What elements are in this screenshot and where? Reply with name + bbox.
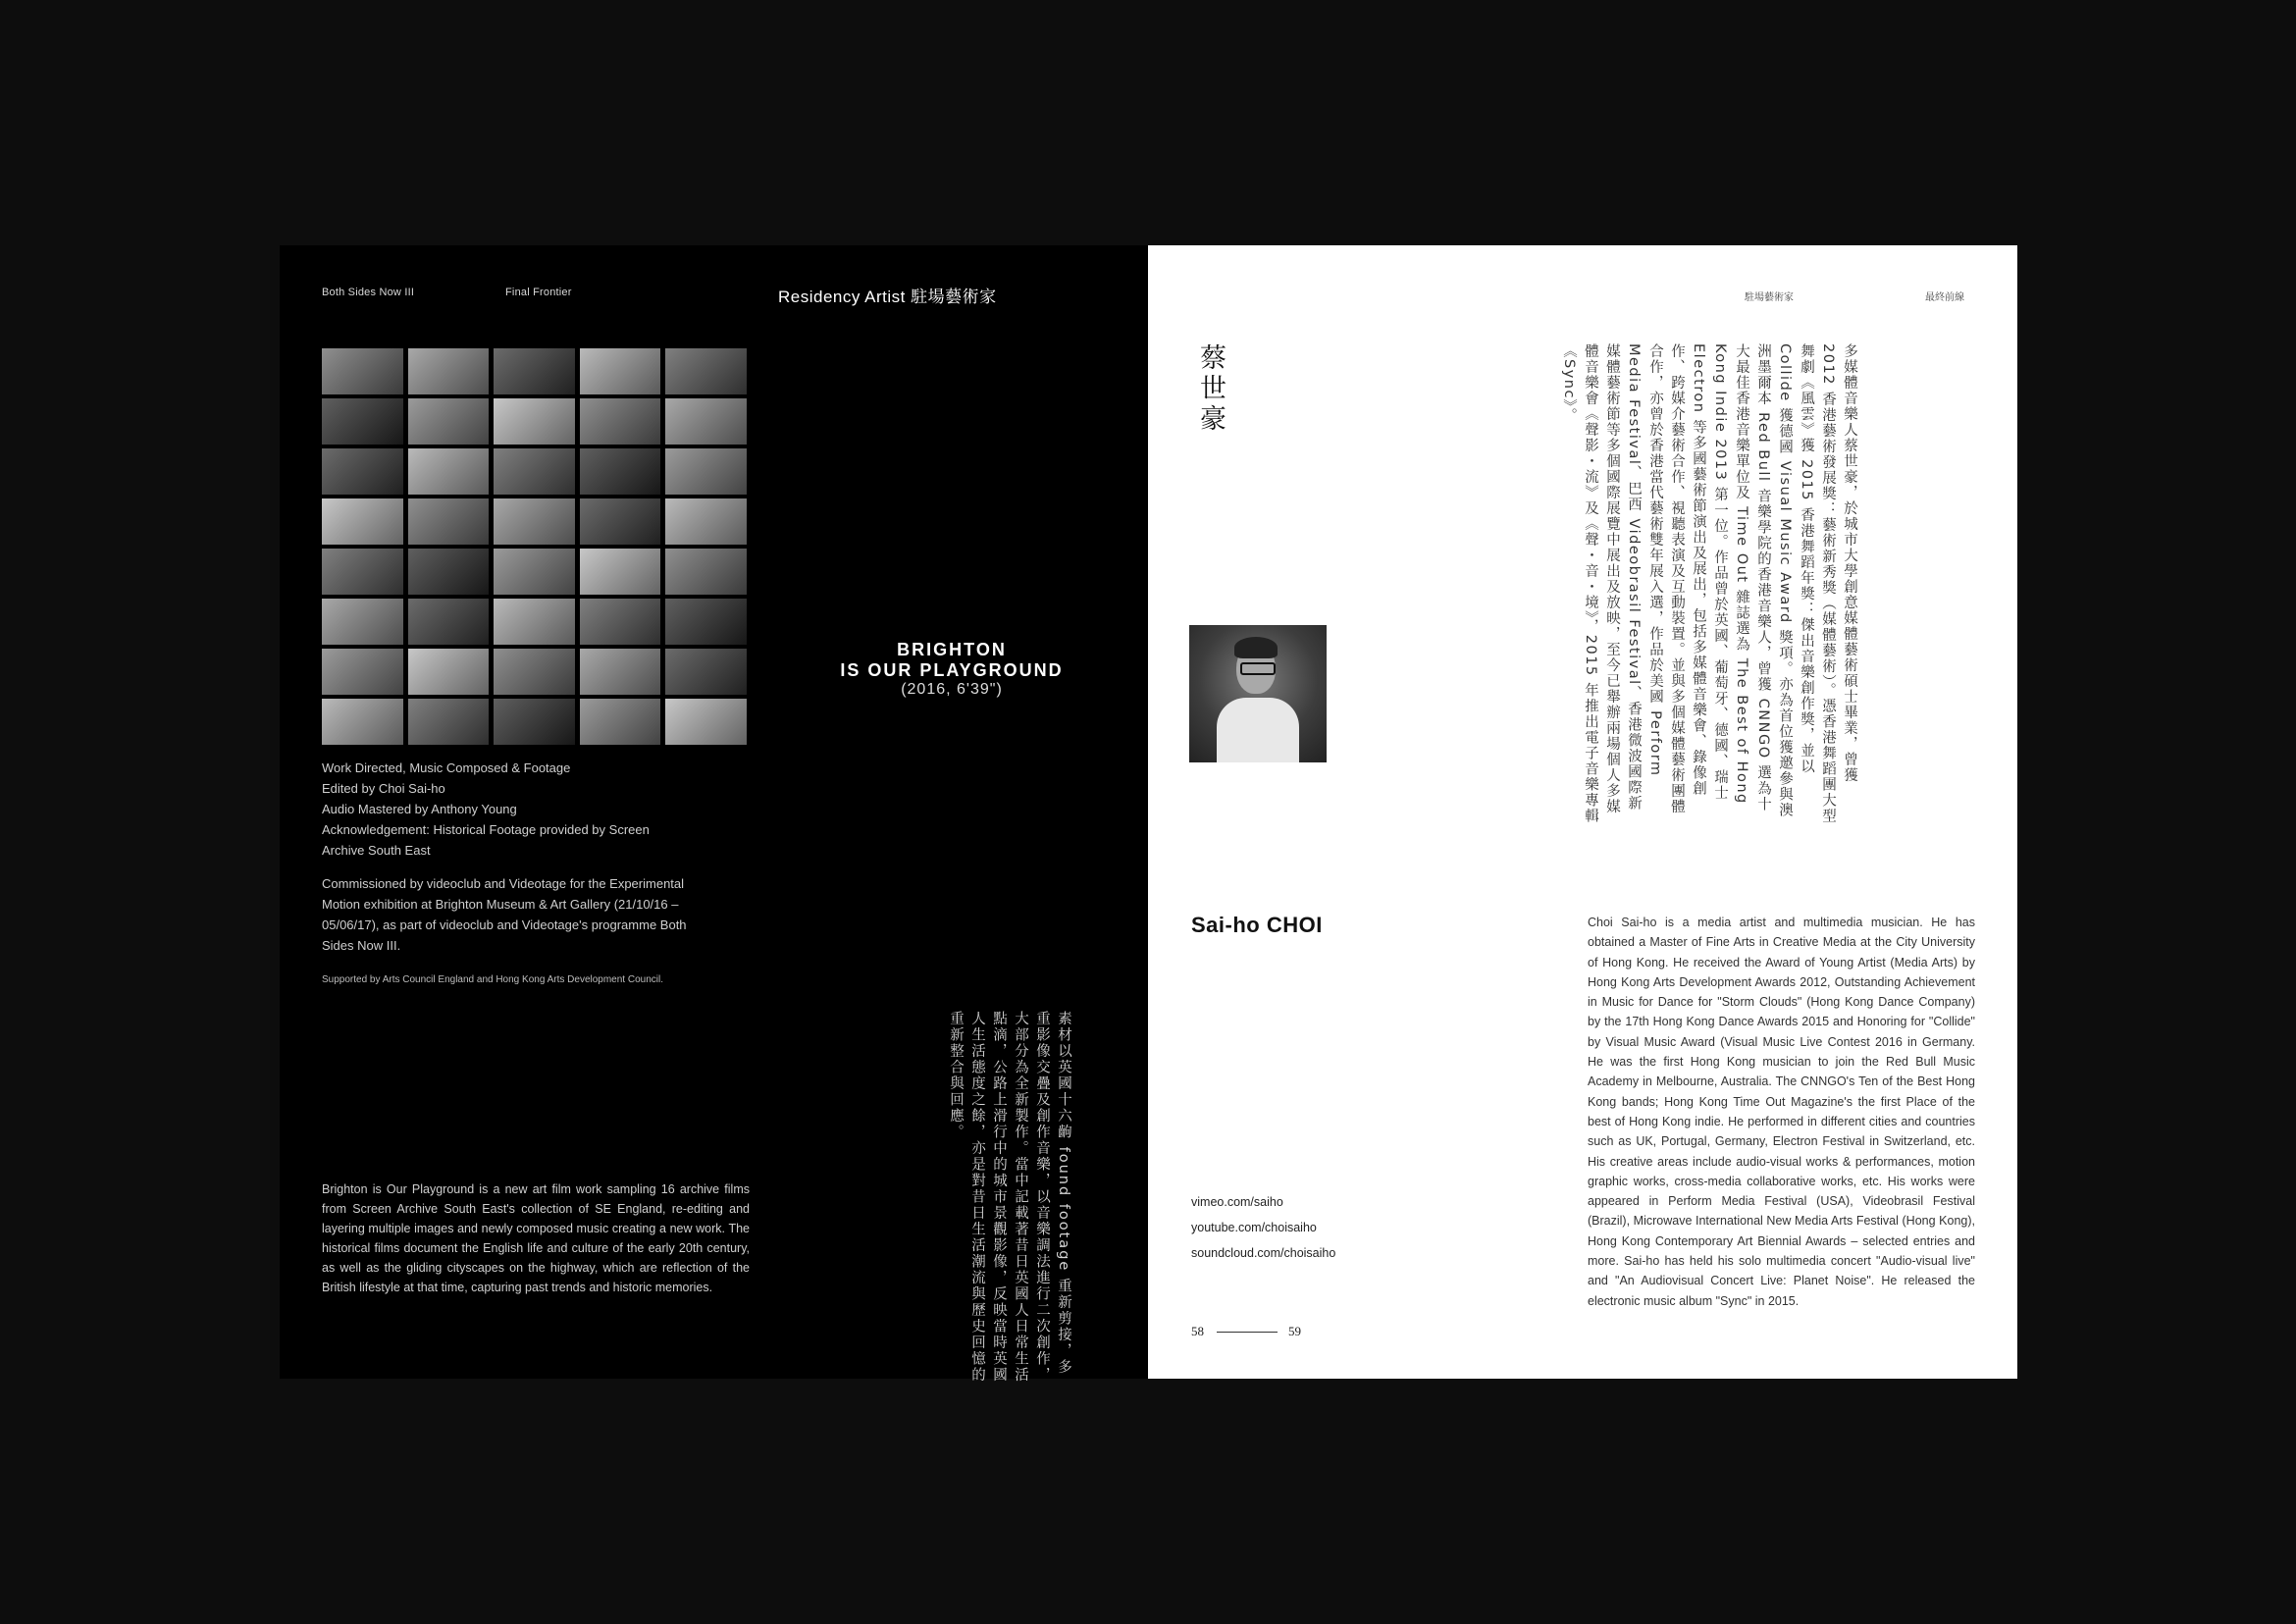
film-still-thumbnail: [494, 498, 575, 545]
film-still-thumbnail: [322, 398, 403, 445]
film-still-thumbnail: [665, 398, 747, 445]
film-still-thumbnail: [408, 498, 490, 545]
film-stills-grid: [322, 348, 747, 745]
film-still-thumbnail: [322, 649, 403, 695]
page-number-left: 58: [1191, 1324, 1204, 1338]
page-number-right: 59: [1288, 1324, 1301, 1338]
film-still-thumbnail: [494, 448, 575, 495]
film-still-thumbnail: [580, 348, 661, 394]
description-en: Brighton is Our Playground is a new art film work sampling 16 archive films from Screen Archive South East's collection of SE England, re-editing and layering multiple images and newly composed music creating a new work. The historical films document the English life and culture of the early 20th century, as well as the gliding cityscapes on the highway, which are reflection of the British lifestyle at that time, capturing past trends and historic memories.: [322, 1182, 750, 1294]
film-still-thumbnail: [322, 599, 403, 645]
commission-text: Commissioned by videoclub and Videotage for the Experimental Motion exhibition at Brighton Museum & Art Gallery (21/10/16 – 05/06/17), as part of videoclub and Videotage's programme Both Sides Now III.: [322, 876, 687, 953]
artist-portrait: [1189, 625, 1327, 762]
artist-bio-en: Choi Sai-ho is a media artist and multimedia musician. He has obtained a Master of Fine Arts in Creative Media at the City University of Hong Kong. He received the Award of Young Artist (Media Arts) by Hong Kong Arts Development Awards 2012, Outstanding Achievement in Music for Dance for "Storm Clouds" (Hong Kong Dance Company) by the 17th Hong Kong Dance Awards 2015 and Honoring for "Collide" by Visual Music Award (Visual Music Live Contest 2016 in Germany. He was the first Hong Kong musician to join the Red Bull Music Academy in Melbourne, Australia. The CNNGO's Ten of the Best Hong Kong bands; Hong Kong Time Out Magazine's the first Place of the best of Hong Kong indie. He performed in different cities and countries such as UK, Portugal, Germany, Electron Festival in Switzerland, etc. His creative areas include audio-visual works & performances, motion graphic works, cross-media collaborative works, etc. His works were appeared in Perform Media Festival (USA), Videobrasil Festival (Brazil), Microwave International New Media Arts Festival (Hong Kong), Hong Kong Contemporary Art Biennial Awards – selected entries and more. Sai-ho has held his solo multimedia concert "Audio-visual live" and "An Audiovisual Concert Live: Planet Noise". He released the electronic music album "Sync" in 2015.: [1588, 916, 1975, 1308]
film-still-thumbnail: [408, 599, 490, 645]
work-duration: (2016, 6'39"): [901, 681, 1003, 698]
film-still-thumbnail: [408, 649, 490, 695]
left-page: [280, 245, 1148, 1384]
film-still-thumbnail: [494, 398, 575, 445]
film-still-thumbnail: [408, 549, 490, 595]
credit-line: Work Directed, Music Composed & Footage: [322, 760, 571, 775]
work-title: [756, 640, 1148, 681]
film-still-thumbnail: [408, 398, 490, 445]
support-text: Supported by Arts Council England and Hong Kong Arts Development Council.: [322, 974, 663, 985]
film-still-thumbnail: [322, 549, 403, 595]
running-header-zh-left: 駐場藝術家: [1745, 292, 1794, 303]
artist-name-en: Sai-ho CHOI: [1191, 913, 1323, 937]
film-still-thumbnail: [665, 649, 747, 695]
residency-label: Residency Artist 駐場藝術家: [778, 288, 997, 306]
link-vimeo[interactable]: vimeo.com/saiho: [1191, 1195, 1283, 1209]
artist-bio-zh: 多媒體音樂人蔡世豪，於城市大學創意媒體藝術碩士畢業，曾獲 2012 香港藝術發展獎：藝術新秀獎（媒體藝術）。憑香港舞蹈團大型舞劇《風雲》獲 2015 香港舞蹈年獎：傑出音樂創作獎，並以 Collide 獲德國 Visual Music Award 獎項。亦為首位獲邀參與澳洲墨爾本 Red Bull 音樂學院的香港音樂人，曾獲 CNNGO 選為十大最佳香港音樂單位及 Time Out 雜誌選為 The Best of Hong Kong Indie 2013 第一位。作品曾於英國、葡萄牙、德國、瑞士 Electron 等多國藝術節演出及展出，包括多媒體音樂會、錄像創作、跨媒介藝術合作、視聽表演及互動裝置。並與多個媒體藝術團體合作，亦曾於香港當代藝術雙年展入選，作品於美國 Perform Media Festival、巴西 Videobrasil Festival、香港微波國際新媒體藝術節等多個國際展覽中展出及放映，至今已舉辦兩場個人多媒體音樂會《聲影・流》及《聲・音・境》，2015 年推出電子音樂專輯《Sync》。: [1561, 343, 1857, 824]
credit-line: Archive South East: [322, 843, 431, 858]
film-still-thumbnail: [408, 699, 490, 745]
film-still-thumbnail: [322, 699, 403, 745]
film-still-thumbnail: [580, 448, 661, 495]
running-header-zh-right: 最終前線: [1925, 292, 1964, 303]
credit-line: Acknowledgement: Historical Footage provided by Screen: [322, 822, 650, 837]
film-still-thumbnail: [580, 649, 661, 695]
film-still-thumbnail: [580, 398, 661, 445]
film-still-thumbnail: [408, 348, 490, 394]
film-still-thumbnail: [494, 599, 575, 645]
film-still-thumbnail: [580, 599, 661, 645]
film-still-thumbnail: [580, 498, 661, 545]
credit-line: Edited by Choi Sai-ho: [322, 781, 445, 796]
film-still-thumbnail: [580, 549, 661, 595]
credits-block: [322, 758, 714, 861]
right-page: [1148, 245, 2017, 1379]
description-zh: 素材以英國十六齣 found footage 重新剪接，多重影像交疊及創作音樂，以音樂調法進行二次創作，大部分為全新製作。當中記載著昔日英國人日常生活點滴，公路上滑行中的城市景觀影像，反映當時英國人生活態度之餘，亦是對昔日生活潮流與歷史回憶的重新整合與回應。: [948, 1011, 1071, 1384]
film-still-thumbnail: [322, 448, 403, 495]
film-still-thumbnail: [665, 498, 747, 545]
running-header-right: Final Frontier: [505, 287, 572, 298]
credit-line: Audio Mastered by Anthony Young: [322, 802, 517, 816]
film-still-thumbnail: [665, 448, 747, 495]
film-still-thumbnail: [665, 549, 747, 595]
film-still-thumbnail: [665, 699, 747, 745]
link-youtube[interactable]: youtube.com/choisaiho: [1191, 1221, 1317, 1234]
film-still-thumbnail: [580, 699, 661, 745]
page-number-divider: [1217, 1332, 1278, 1333]
film-still-thumbnail: [665, 348, 747, 394]
artist-name-zh: 蔡世豪: [1195, 343, 1226, 435]
film-still-thumbnail: [408, 448, 490, 495]
artist-links: [1191, 1189, 1335, 1266]
film-still-thumbnail: [494, 649, 575, 695]
film-still-thumbnail: [494, 348, 575, 394]
film-still-thumbnail: [322, 498, 403, 545]
film-still-thumbnail: [322, 348, 403, 394]
link-soundcloud[interactable]: soundcloud.com/choisaiho: [1191, 1246, 1336, 1260]
running-header-left: Both Sides Now III: [322, 287, 415, 298]
film-still-thumbnail: [665, 599, 747, 645]
work-title-line1: BRIGHTON: [897, 640, 1007, 659]
film-still-thumbnail: [494, 549, 575, 595]
film-still-thumbnail: [494, 699, 575, 745]
work-title-line2: IS OUR PLAYGROUND: [840, 660, 1064, 680]
